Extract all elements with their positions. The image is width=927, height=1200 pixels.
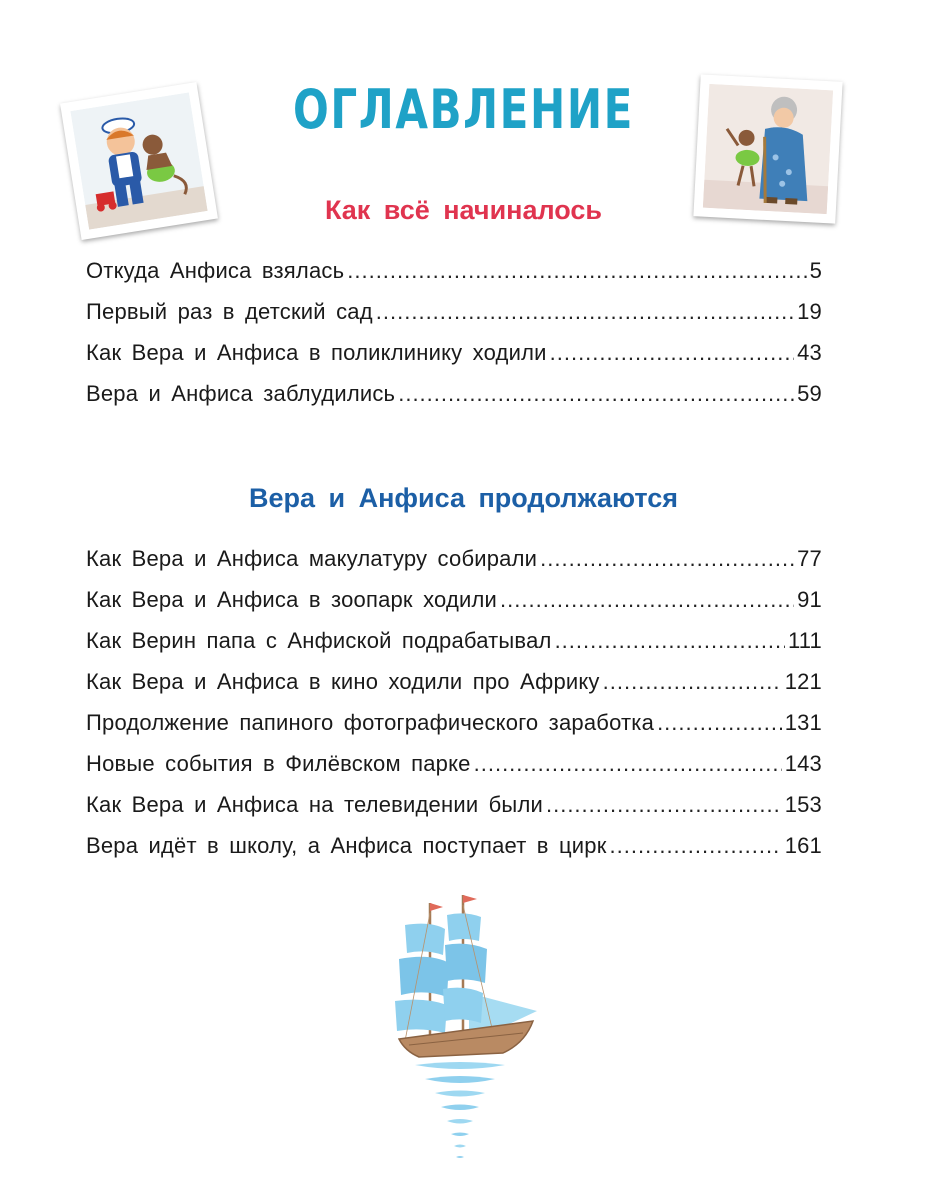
toc-entry-title: Как Вера и Анфиса на телевидении были xyxy=(86,792,543,817)
dot-leader xyxy=(540,546,794,572)
toc-entry-title: Как Вера и Анфиса в кино ходили про Африку xyxy=(86,669,600,694)
toc-entry-title: Как Вера и Анфиса в зоопарк ходили xyxy=(86,587,498,612)
toc-list-1 xyxy=(86,258,822,422)
toc-entry-title: Первый раз в детский сад xyxy=(86,299,373,324)
toc-entry[interactable] xyxy=(86,710,822,751)
toc-entry-page: 77 xyxy=(797,546,822,571)
dot-leader xyxy=(603,669,782,695)
sailing-ship-icon xyxy=(395,895,537,1158)
dot-leader xyxy=(398,381,794,407)
page-title: ОГЛАВЛЕНИЕ xyxy=(293,78,634,141)
toc-entry-title: Откуда Анфиса взялась xyxy=(86,258,345,283)
toc-entry-title: Вера и Анфиса заблудились xyxy=(86,381,396,406)
toc-entry-page: 91 xyxy=(797,587,822,612)
dot-leader xyxy=(610,833,782,859)
toc-entry[interactable] xyxy=(86,340,822,381)
dot-leader xyxy=(500,587,794,613)
section-title-2: Вера и Анфиса продолжаются xyxy=(248,483,679,513)
dot-leader xyxy=(347,258,806,284)
toc-entry-page: 153 xyxy=(784,792,822,817)
dot-leader xyxy=(555,628,785,654)
section-title-1: Как всё начиналось xyxy=(324,195,603,225)
toc-list-2 xyxy=(86,546,822,874)
sailing-ship-illustration xyxy=(385,893,540,1173)
toc-entry-page: 121 xyxy=(784,669,822,694)
toc-entry-page: 5 xyxy=(809,258,822,283)
dot-leader xyxy=(376,299,794,325)
toc-entry-page: 19 xyxy=(797,299,822,324)
toc-entry-page: 43 xyxy=(797,340,822,365)
toc-entry[interactable] xyxy=(86,628,822,669)
toc-entry[interactable] xyxy=(86,299,822,340)
dot-leader xyxy=(657,710,782,736)
toc-entry[interactable] xyxy=(86,587,822,628)
toc-entry-title: Как Верин папа с Анфиской подрабатывал xyxy=(86,628,552,653)
toc-entry[interactable] xyxy=(86,669,822,710)
toc-entry[interactable] xyxy=(86,258,822,299)
toc-entry-title: Продолжение папиного фотографического заработка xyxy=(86,710,655,735)
toc-entry-page: 143 xyxy=(784,751,822,776)
toc-entry-page: 111 xyxy=(787,628,822,653)
toc-entry[interactable] xyxy=(86,546,822,587)
toc-entry-page: 161 xyxy=(784,833,822,858)
dot-leader xyxy=(546,792,782,818)
dot-leader xyxy=(474,751,782,777)
toc-entry[interactable] xyxy=(86,381,822,422)
toc-entry-title: Новые события в Филёвском парке xyxy=(86,751,471,776)
dot-leader xyxy=(550,340,795,366)
toc-entry-page: 59 xyxy=(797,381,822,406)
toc-entry[interactable] xyxy=(86,833,822,874)
toc-entry-page: 131 xyxy=(784,710,822,735)
toc-entry-title: Как Вера и Анфиса в поликлинику ходили xyxy=(86,340,547,365)
toc-entry[interactable] xyxy=(86,792,822,833)
toc-entry-title: Вера идёт в школу, а Анфиса поступает в цирк xyxy=(86,833,607,858)
toc-entry[interactable] xyxy=(86,751,822,792)
toc-entry-title: Как Вера и Анфиса макулатуру собирали xyxy=(86,546,538,571)
